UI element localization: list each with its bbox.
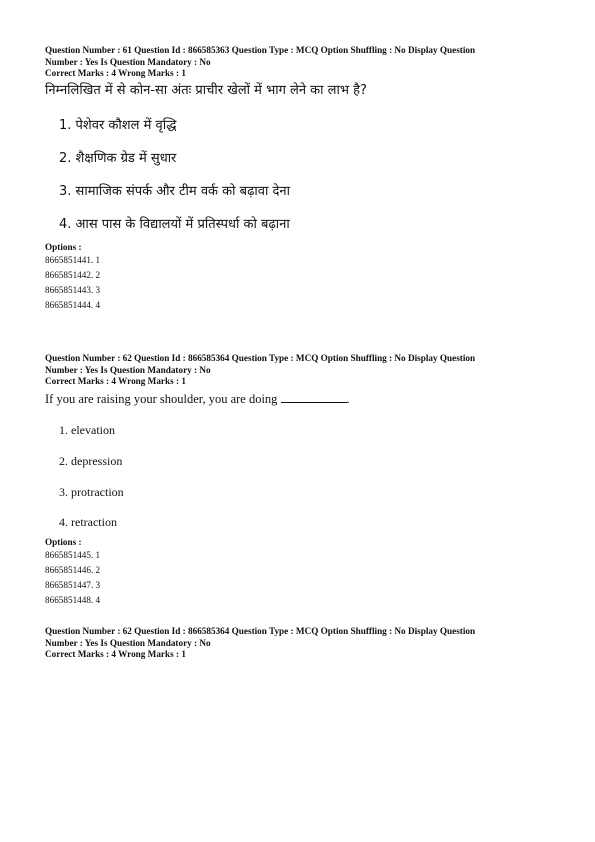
option-id-2: 8665851442. 2	[45, 269, 101, 280]
option-2: 2. depression	[59, 453, 123, 468]
options-label: Options :	[45, 241, 82, 252]
question-meta	[45, 45, 555, 80]
option-id-4: 8665851444. 4	[45, 300, 101, 311]
question-marks: Correct Marks : 4 Wrong Marks : 1	[45, 376, 186, 386]
option-id-4: 8665851448. 4	[45, 595, 101, 606]
question-meta-line-1: Question Number : 62 Question Id : 866585364 Question Type : MCQ Option Shuffling : No Display Question	[45, 353, 476, 363]
option-id-3: 8665851447. 3	[45, 580, 101, 591]
option-id-1: 8665851441. 1	[45, 254, 101, 265]
question-meta	[45, 353, 555, 388]
option-list	[45, 415, 555, 536]
question-meta-line-2: Number : Yes Is Question Mandatory : No	[45, 56, 211, 67]
option-list	[45, 109, 555, 241]
options-label: Options :	[45, 536, 82, 547]
question-block-62	[45, 353, 555, 609]
option-id-3: 8665851443. 3	[45, 285, 101, 296]
option-1: 1. elevation	[59, 422, 115, 437]
option-1: 1. पेशेवर कौशल में वृद्धि	[59, 117, 177, 133]
question-marks: Correct Marks : 4 Wrong Marks : 1	[45, 649, 186, 659]
question-meta	[45, 626, 555, 661]
question-text-before-blank: If you are raising your shoulder, you are doing	[45, 391, 281, 406]
question-meta-line-1: Question Number : 61 Question Id : 866585363 Question Type : MCQ Option Shuffling : No Display Question	[45, 45, 476, 55]
question-block-62-repeat	[45, 626, 555, 661]
question-block-61	[45, 45, 555, 314]
question-text-after-blank: .	[346, 391, 350, 406]
question-text: निम्नलिखित में से कोन-सा अंतः प्राचीर खेलों में भाग लेने का लाभ है?	[45, 82, 367, 98]
option-id-2: 8665851446. 2	[45, 564, 101, 575]
question-text	[45, 389, 555, 409]
option-4: 4. आस पास के विद्यालयों में प्रतिस्पर्धा को बढ़ाना	[59, 216, 290, 232]
option-2: 2. शैक्षणिक ग्रेड में सुधार	[59, 150, 177, 166]
answer-blank	[281, 391, 347, 403]
question-meta-line-1: Question Number : 62 Question Id : 866585364 Question Type : MCQ Option Shuffling : No Display Question	[45, 626, 476, 636]
question-marks: Correct Marks : 4 Wrong Marks : 1	[45, 68, 186, 78]
question-meta-line-2: Number : Yes Is Question Mandatory : No	[45, 637, 211, 648]
option-id-1: 8665851445. 1	[45, 549, 101, 560]
option-3: 3. सामाजिक संपर्क और टीम वर्क को बढ़ावा देना	[59, 183, 290, 199]
option-3: 3. protraction	[59, 484, 124, 499]
question-meta-line-2: Number : Yes Is Question Mandatory : No	[45, 364, 211, 375]
option-4: 4. retraction	[59, 514, 117, 529]
